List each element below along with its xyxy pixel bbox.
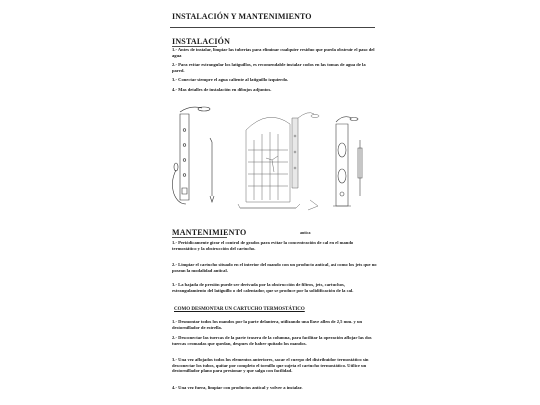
installation-item-4: 4.- Mas detalles de instalación en dibujos adjuntos. (172, 87, 272, 92)
maintenance-note: antica (300, 230, 311, 235)
maintenance-item-2: 2.- Limpiar el cartucho situado en el interior del mando con un producto antical, así como los jets que no posean la modalidad antical. (172, 262, 377, 273)
maintenance-heading: MANTENIMIENTO (172, 228, 247, 237)
installation-heading: INSTALACIÓN (172, 37, 231, 46)
shower-enclosure-drawing (238, 113, 319, 210)
cartridge-item-3: 3.- Una vez aflojados todos los elementos anteriores, sacar el cuerpo del distribuidor termostático sin desconectar los tubos, quitar por completo el tornillo que sujeta el cartucho termostático. Utilice un destornillador plano para presionar y que salga con facilidad. (172, 357, 369, 374)
title-underline (170, 27, 375, 28)
installation-item-1: 1.- Antes de instalar, limpiar las tuberías para eliminar cualquier residuo que pueda obstruir el paso del agua (172, 47, 375, 58)
cartridge-item-1: 1.- Desmontar todos los mandos por la parte delantera, utilizando una llave allen de 2,5 mm. y un destornillador de estrella. (172, 319, 363, 330)
maintenance-heading-underline (172, 237, 227, 238)
shower-column-drawing (172, 107, 214, 204)
installation-item-3: 3.- Conectar siempre el agua caliente al latiguillo izquierdo. (172, 77, 289, 82)
cartridge-item-2: 2.- Desconectar las tuercas de la parte trasera de la columna, para facilitar la operación aflojar las dos tuercas cromadas que quedan, despues de haber quitado los mandos. (172, 335, 372, 346)
page-title: INSTALACIÓN Y MANTENIMIENTO (172, 12, 312, 21)
installation-item-2: 2.- Para evitar estrangular los latiguillos, es recomendable instalar codos en las tomas de agua de la pared. (172, 62, 366, 73)
maintenance-item-1: 1.- Periódicamente girar el control de grados para evitar la concentración de cal en el mando termostático y la obstrucción del cartucho. (172, 240, 354, 251)
cartridge-item-4: 4.- Una vez fuera, limpiar con productos antical y volver a instalar. (172, 385, 303, 390)
column-side-view-drawing (333, 117, 362, 206)
maintenance-item-3: 3.- La bajada de presión puede ser derivada por la obstrucción de filtros, jets, cartuchos, estrangulamiento del latiguillo o del calentador, que se produce por la solidificación de la cal. (172, 282, 354, 293)
installation-drawings (168, 100, 373, 218)
cartridge-heading: COMO DESMONTAR UN CARTUCHO TERMOSTÁTICO (174, 307, 305, 312)
